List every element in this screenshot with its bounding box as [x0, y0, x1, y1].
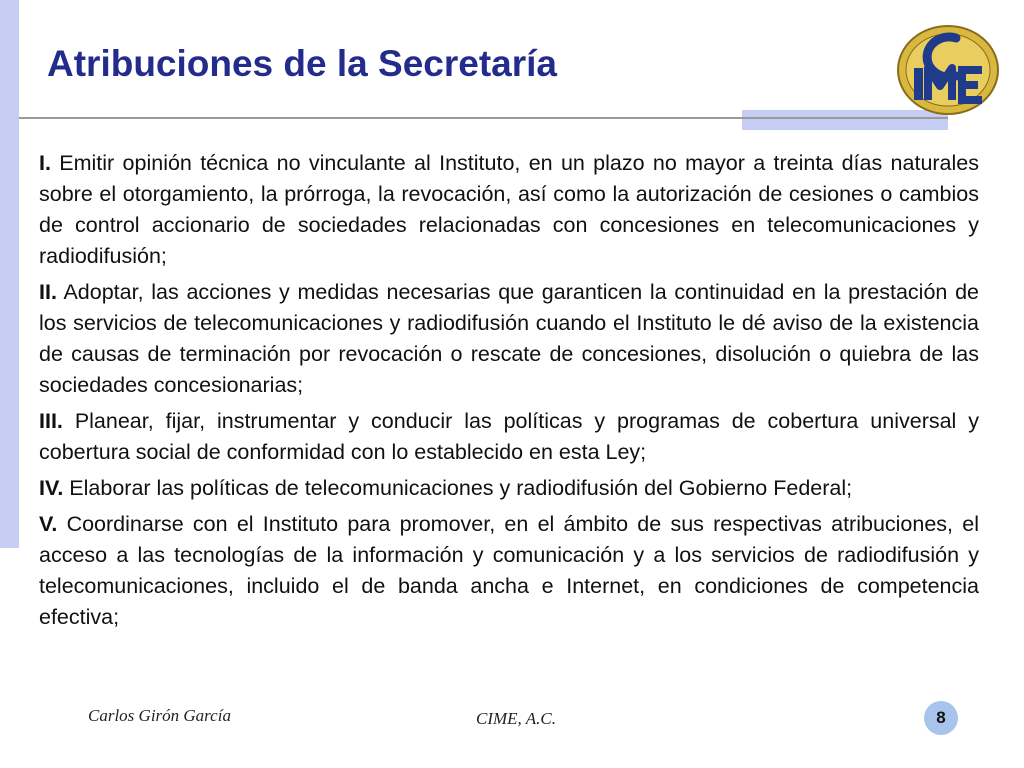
attribution-item-4	[39, 473, 979, 504]
item-numeral: I.	[39, 151, 51, 175]
attribution-item-5	[39, 509, 979, 633]
footer-organization: CIME, A.C.	[476, 709, 556, 728]
attribution-item-1	[39, 148, 979, 272]
attribution-item-2	[39, 277, 979, 401]
item-numeral: III.	[39, 409, 63, 433]
item-numeral: IV.	[39, 476, 64, 500]
item-text: Planear, fijar, instrumentar y conducir las políticas y programas de cobertura universal y cobertura social de conformidad con lo establecido en esta Ley;	[39, 409, 979, 464]
attribution-item-3	[39, 406, 979, 468]
page-number-badge: 8	[924, 701, 958, 735]
footer-author: Carlos Girón García	[88, 706, 231, 725]
item-text: Adoptar, las acciones y medidas necesarias que garanticen la continuidad en la prestación de los servicios de telecomunicaciones y radiodifusión cuando el Instituto le dé aviso de la existencia de causas de terminación por revocación o rescate de concesiones, disolución o quiebra de las sociedades concesionarias;	[39, 280, 979, 397]
cime-logo	[896, 24, 1000, 116]
slide-title: Atribuciones de la Secretaría	[47, 43, 557, 84]
item-numeral: II.	[39, 280, 57, 304]
attributions-list	[39, 148, 979, 638]
left-accent-bar	[0, 0, 19, 548]
item-text: Coordinarse con el Instituto para promover, en el ámbito de sus respectivas atribuciones, el acceso a las tecnologías de la información y comunicación y a los servicios de radiodifusión y telecomunicaciones, incluido el de banda ancha e Internet, en condiciones de competencia efectiva;	[39, 512, 979, 629]
item-text: Elaborar las políticas de telecomunicaciones y radiodifusión del Gobierno Federal;	[63, 476, 853, 500]
title-divider	[19, 117, 948, 119]
item-text: Emitir opinión técnica no vinculante al Instituto, en un plazo no mayor a treinta días naturales sobre el otorgamiento, la prórroga, la revocación, así como la autorización de cesiones o cambios de control accionario de sociedades relacionadas con concesiones en telecomunicaciones y radiodifusión;	[39, 151, 979, 268]
item-numeral: V.	[39, 512, 58, 536]
